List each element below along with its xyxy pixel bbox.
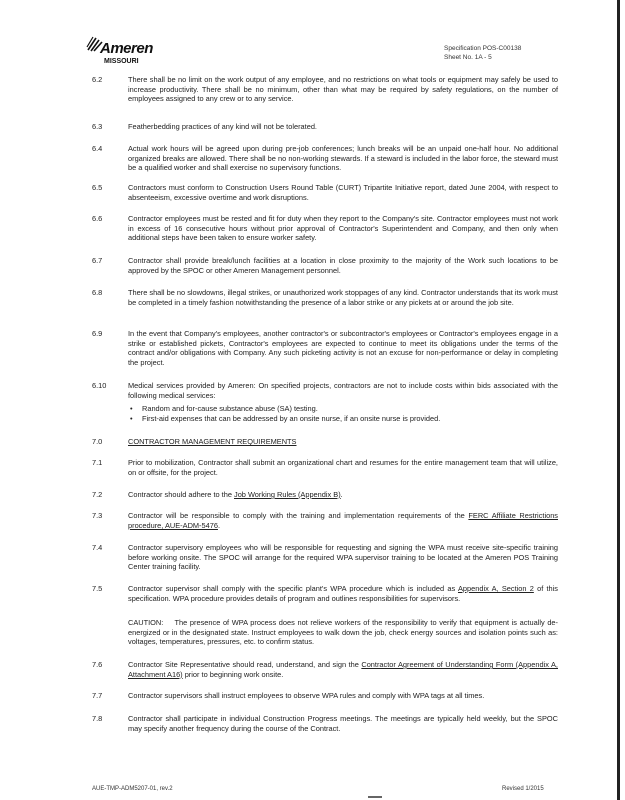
section-text: [128, 490, 558, 500]
ferc-procedure-link[interactable]: FERC Affiliate Restrictions procedure, AUE-ADM-5476: [128, 511, 559, 530]
section-number: 7.1: [92, 458, 103, 467]
section-number: 6.8: [92, 288, 103, 297]
text-fragment: of this specification. WPA procedure provides details of program and outlines responsibilities for supervisors.: [128, 584, 558, 603]
caution-note: [128, 618, 558, 647]
section-text: Featherbedding practices of any kind will not be tolerated.: [128, 122, 317, 131]
medical-services-list: [128, 404, 558, 423]
template-id: AUE-TMP-ADM5207-01, rev.2: [92, 786, 173, 792]
revision-date: Revised 1/2015: [502, 786, 544, 792]
section-text: In the event that Company's employees, another contractor's or subcontractor's employees or Contractor's employees engage in a strike or established pickets, Contractor's employees are expected to continue to meet its obligations under the terms of the contract and/or obligations with Company. Any such picketing activity is not an excuse for non-performance or delay in completing the project.: [128, 329, 558, 367]
section-number: 6.3: [92, 122, 103, 131]
text-fragment: Contractor should adhere to the: [128, 490, 234, 499]
section-number: 7.7: [92, 691, 103, 700]
spec-block: [444, 44, 521, 62]
section-text: Contractor shall participate in individual Construction Progress meetings. The meetings are typically held weekly, but the SPOC may specify another frequency during the course of the Contract.: [128, 714, 558, 733]
logo-subtitle: MISSOURI: [104, 58, 139, 65]
section-number: 7.0: [92, 437, 103, 446]
section-number: 6.7: [92, 256, 103, 265]
section-text: [128, 511, 558, 530]
text-fragment: .: [340, 490, 343, 499]
text-fragment: .: [217, 520, 221, 530]
section-text: There shall be no slowdowns, illegal strikes, or unauthorized work stoppages of any kind. Contractor understands that its work must be completed in a timely fashion notwithstanding the presence of a labor strike or any pickets at or around the job site.: [128, 288, 558, 307]
section-number: 6.9: [92, 329, 103, 338]
section-text: Medical services provided by Ameren: On specified projects, contractors are not to include costs within bids associated with the following medical services:: [128, 381, 558, 400]
list-item: • First-aid expenses that can be addressed by an onsite nurse, if an onsite nurse is provided.: [128, 414, 558, 424]
section-number: 6.4: [92, 144, 103, 153]
spec-number: Specification POS-C00138: [444, 45, 522, 52]
section-number: 7.6: [92, 660, 103, 669]
section-number: 7.8: [92, 714, 103, 723]
section-text: Contractor supervisors shall instruct employees to observe WPA rules and comply with WPA tags at all times.: [128, 691, 485, 700]
section-number: 6.10: [92, 381, 107, 390]
job-working-rules-link[interactable]: Job Working Rules (Appendix B): [234, 490, 341, 499]
sheet-number: Sheet No. 1A - 5: [444, 54, 492, 61]
section-number: 7.4: [92, 543, 103, 552]
section-text: Contractor supervisory employees who will be responsible for requesting and signing the WPA must receive site-specific training before working onsite. The SPOC will arrange for the required WPA supervisor training to be located at the Ameren POS Training Center training facility.: [128, 543, 558, 572]
section-number: 6.6: [92, 214, 103, 223]
section-number: 7.2: [92, 490, 103, 499]
appendix-a-link[interactable]: Appendix A, Section 2: [457, 584, 534, 593]
page-mark: [368, 796, 382, 798]
section-text: Contractor shall provide break/lunch facilities at a location in close proximity to the majority of the Work such locations to be approved by the SPOC or other Ameren Management personnel.: [128, 256, 558, 275]
text-fragment: Contractor supervisor shall comply with the specific plant's WPA procedure which is included as: [128, 584, 458, 593]
text-fragment: prior to beginning work onsite.: [182, 669, 284, 679]
text-fragment: Contractor will be responsible to comply with the training and implementation requirements of the: [128, 511, 469, 520]
section-heading: CONTRACTOR MANAGEMENT REQUIREMENTS: [128, 437, 297, 446]
section-text: Actual work hours will be agreed upon during pre-job conferences; lunch breaks will be an unpaid one-half hour. No additional organized breaks are allowed. There shall be no non-working stewards. If a steward is included in the labor force, the steward must be a qualified worker and shall exercise no supervisory functions.: [128, 144, 558, 173]
section-text: [128, 660, 558, 679]
section-text: Contractors must conform to Construction Users Round Table (CURT) Tripartite Initiative report, dated June 2004, with respect to absenteeism, excessive overtime and work disruptions.: [128, 183, 558, 202]
caution-label: CAUTION:: [128, 618, 164, 627]
caution-text: The presence of WPA process does not relieve workers of the responsibility to verify that equipment is actually de-energized or in the designated state. Instruct employees to walk down the job, check energy sources and isolation points such as: voltages, temperatures, pressures, etc. to confirm status.: [128, 618, 559, 647]
section-text: Prior to mobilization, Contractor shall submit an organizational chart and resumes for the entire management team that will utilize, on or offsite, for the project.: [128, 458, 558, 477]
section-number: 7.3: [92, 511, 103, 520]
section-number: 6.2: [92, 75, 103, 84]
text-fragment: Contractor Site Representative should read, understand, and sign the: [128, 660, 362, 669]
section-text: There shall be no limit on the work output of any employee, and no restrictions on what tools or equipment may safely be used to increase productivity. There shall be no minimum, other than what may be required by safety regulations, on the number of employees assigned to any crew or to any service.: [128, 75, 558, 104]
agreement-form-link[interactable]: Contractor Agreement of Understanding Form (Appendix A, Attachment A16): [128, 660, 558, 679]
logo-name: Ameren: [100, 40, 153, 57]
section-text: Contractor employees must be rested and fit for duty when they report to the Company's site. Contractor employees must not work in excess of 16 consecutive hours without prior approval of Contractor's Superintendent and Company, and then only when additional steps have been taken to ensure worker safety.: [128, 214, 558, 243]
list-item: • Random and for-cause substance abuse (SA) testing.: [128, 404, 558, 414]
section-number: 6.5: [92, 183, 103, 192]
section-text: [128, 584, 558, 603]
section-number: 7.5: [92, 584, 103, 593]
page-edge: [617, 0, 620, 800]
